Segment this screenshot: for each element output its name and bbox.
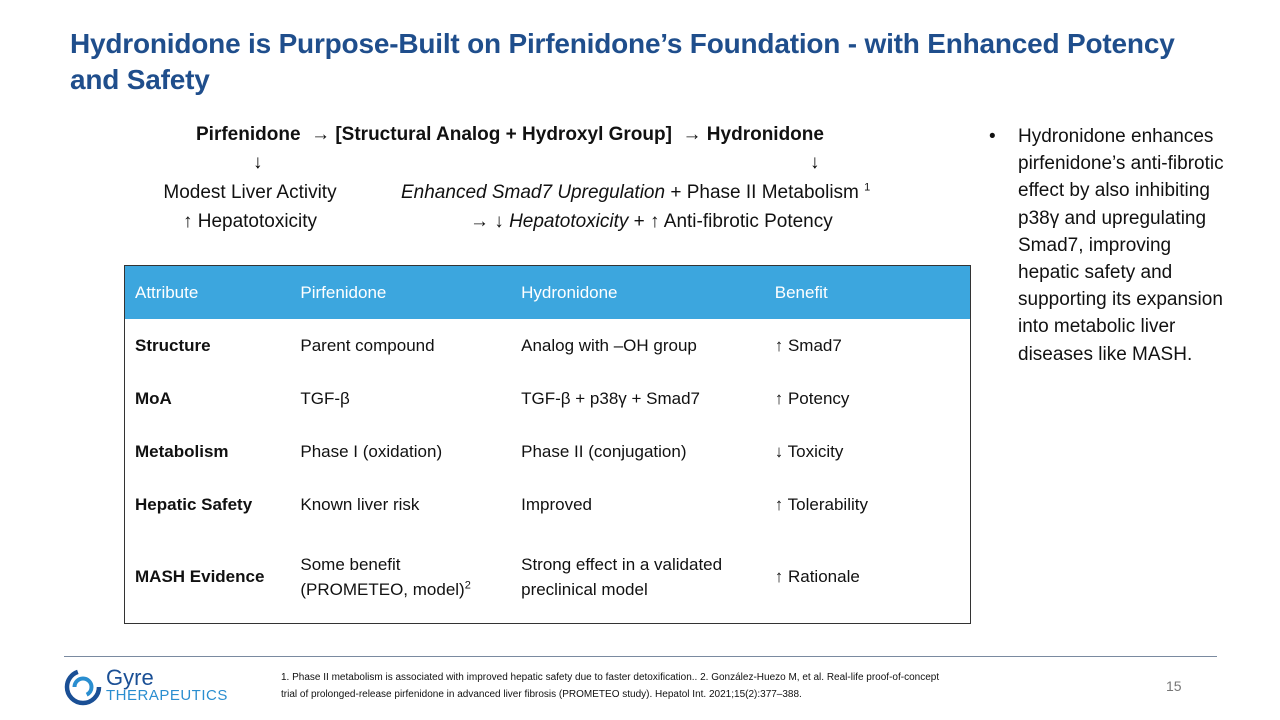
logo-name: Gyre — [106, 665, 154, 690]
row-hydronidone: Improved — [521, 494, 592, 514]
row-benefit: ↑ Rationale — [774, 567, 860, 586]
mash-hydro-line1: Strong effect in a validated — [521, 555, 723, 574]
row-attribute: Metabolism — [135, 441, 229, 461]
footnote-line-2: trial of prolonged-release pirfenidone in advanced liver fibrosis (PROMETEO study). Hepatol Int. 2021;15(2):377–388. — [281, 689, 802, 700]
mash-pirf-line1: Some benefit — [300, 555, 401, 574]
footnote-line-1: 1. Phase II metabolism is associated with improved hepatic safety due to faster detoxification.. 2. González-Huezo M, et al. Real-life proof-of-concept — [281, 672, 940, 683]
row-pirfenidone — [290, 531, 511, 624]
row-hydronidone: Phase II (conjugation) — [521, 441, 687, 461]
down-arrow-right: ↓ — [810, 152, 820, 173]
row-attribute: Hepatic Safety — [135, 494, 253, 514]
row-benefit: ↑ Potency — [774, 388, 850, 408]
header-pirfenidone: Pirfenidone — [290, 266, 511, 320]
flow-line-1 — [196, 124, 824, 146]
flow-right-line1 — [401, 182, 870, 204]
flow-right-line2 — [470, 211, 833, 233]
footer-divider — [64, 656, 1217, 657]
down-arrow-left: ↓ — [253, 152, 263, 173]
row-hydronidone — [511, 531, 765, 624]
mash-pirf-line2: (PROMETEO, model) — [300, 580, 465, 599]
flow-right-line1-rest: + Phase II Metabolism — [665, 182, 859, 203]
row-pirfenidone: Phase I (oxidation) — [300, 441, 443, 461]
flow-right-arrow: → — [682, 124, 702, 145]
company-logo — [64, 666, 244, 710]
header-attribute: Attribute — [125, 266, 291, 320]
header-benefit: Benefit — [765, 266, 971, 320]
flow-right-line2-a: → ↓ — [470, 211, 510, 232]
flow-left-line2: ↑ Hepatotoxicity — [182, 211, 318, 232]
row-hydronidone: Analog with –OH group — [521, 335, 697, 355]
flow-middle: → [Structural Analog + Hydroxyl Group] — [311, 124, 672, 145]
bullet-dot: • — [989, 126, 996, 147]
table-row — [125, 372, 971, 425]
summary-bullet — [990, 123, 1230, 368]
row-hydronidone: TGF-β + p38γ + Smad7 — [521, 388, 701, 408]
table-row — [125, 531, 971, 624]
row-pirfenidone: Parent compound — [300, 335, 435, 355]
flow-right-line2-rest: + ↑ Anti-fibrotic Potency — [628, 211, 833, 232]
row-attribute: Structure — [135, 335, 211, 355]
row-benefit: ↑ Smad7 — [774, 335, 842, 355]
footnotes — [281, 669, 1101, 703]
gyre-logo-icon — [64, 668, 102, 706]
table-row — [125, 478, 971, 531]
row-benefit: ↑ Tolerability — [774, 494, 868, 514]
logo-subtitle: THERAPEUTICS — [106, 687, 228, 704]
table-row — [125, 425, 971, 478]
header-hydronidone: Hydronidone — [511, 266, 765, 320]
row-pirfenidone: Known liver risk — [300, 494, 420, 514]
flow-right-line2-italic: Hepatotoxicity — [509, 211, 629, 232]
table-row — [125, 319, 971, 372]
footnote-ref-1: 1 — [864, 181, 871, 194]
flow-left-line1: Modest Liver Activity — [163, 182, 337, 203]
flow-right-drug: Hydronidone — [706, 124, 824, 145]
table-header-row — [125, 266, 971, 320]
row-pirfenidone: TGF-β — [300, 388, 350, 408]
slide-title: Hydronidone is Purpose-Built on Pirfenidone’s Foundation - with Enhanced Potency and Safety — [70, 28, 1175, 95]
footnote-ref-2: 2 — [464, 579, 471, 592]
bullet-text: Hydronidone enhances pirfenidone’s anti-fibrotic effect by also inhibiting p38γ and upregulating Smad7, improving hepatic safety and supporting its expansion into metabolic liver diseases like MASH. — [1018, 126, 1224, 365]
page-number: 15 — [1166, 678, 1182, 694]
row-attribute: MoA — [135, 388, 172, 408]
mash-hydro-line2: preclinical model — [521, 580, 648, 599]
flow-left-drug: Pirfenidone — [196, 124, 301, 145]
row-benefit: ↓ Toxicity — [774, 441, 844, 461]
row-attribute: MASH Evidence — [135, 567, 265, 586]
comparison-table — [124, 265, 971, 624]
flow-right-line1-italic: Enhanced Smad7 Upregulation — [401, 182, 666, 203]
